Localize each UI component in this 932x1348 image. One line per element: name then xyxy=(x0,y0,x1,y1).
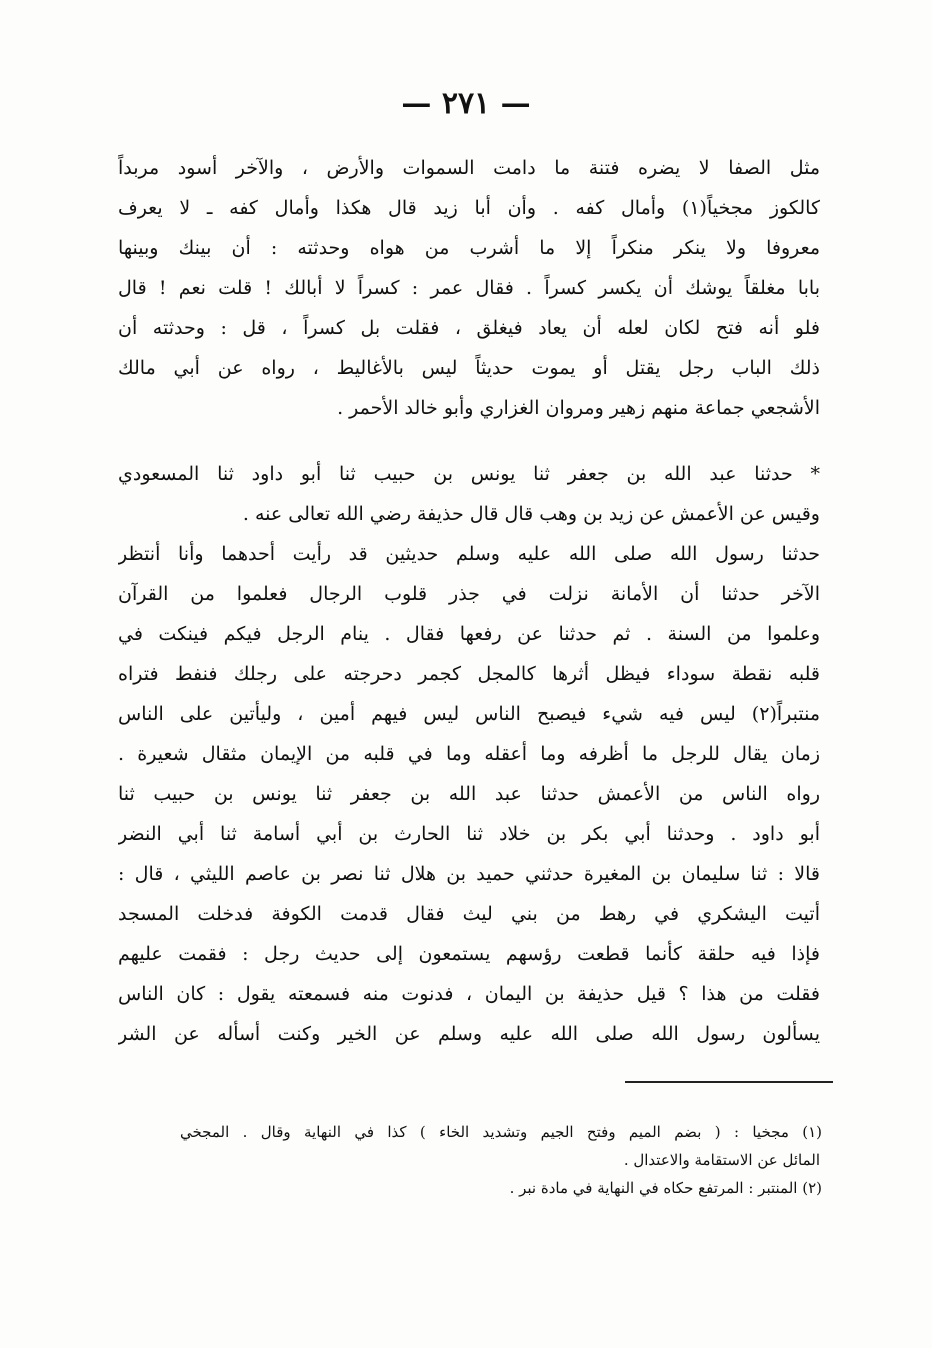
text-line: بابا مغلقاً يوشك أن يكسر كسراً . فقال عمر : كسراً لا أبالك ! قلت نعم ! قال xyxy=(118,277,820,299)
text-line: فلو أنه فتح لكان لعله أن يعاد فيغلق ، فقلت بل كسراً ، قل : وحدثته أن xyxy=(118,317,820,339)
text-line: فإذا فيه حلقة كأنما قطعت رؤسهم يستمعون إلى حديث رجل : فقمت عليهم xyxy=(118,943,820,965)
text-line: مثل الصفا لا يضره فتنة ما دامت السموات والأرض ، والآخر أسود مربداً xyxy=(118,157,820,179)
text-line: الأشجعي جماعة منهم زهير ومروان الغزاري وأبو خالد الأحمر . xyxy=(337,397,820,419)
text-line: فقلت من هذا ؟ قيل حذيفة بن اليمان ، فدنوت منه فسمعته يقول : كان الناس xyxy=(118,983,820,1005)
footnote-divider xyxy=(625,1081,833,1083)
text-line: وعلموا من السنة . ثم حدثنا عن رفعها فقال . ينام الرجل فيكم فينكت في xyxy=(118,623,820,645)
text-line: * حدثنا عبد الله بن جعفر ثنا يونس بن حبيب ثنا أبو داود ثنا المسعودي xyxy=(118,463,820,485)
text-line: رواه الناس من الأعمش حدثنا عبد الله بن جعفر ثنا يونس بن حبيب ثنا xyxy=(118,783,820,805)
text-line: قلبه نقطة سوداء فيظل أثرها كالمجل كجمر دحرجته على رجلك فنفط فتراه xyxy=(118,663,820,685)
text-line: أبو داود . وحدثنا أبي بكر بن خلاد ثنا الحارث بن أبي أسامة ثنا أبي النضر xyxy=(118,823,820,845)
text-line: وقيس عن الأعمش عن زيد بن وهب قال قال حذيفة رضي الله تعالى عنه . xyxy=(242,503,820,525)
footnote-line: (١) مجخيا : ( بضم الميم وفتح الجيم وتشديد الخاء ) كذا في النهاية وقال . المجخي xyxy=(180,1123,822,1141)
paragraph-2 xyxy=(118,454,820,1054)
text-line: قالا : ثنا سليمان بن المغيرة حدثني حميد بن هلال ثنا نصر بن عاصم الليثي ، قال : xyxy=(118,863,820,885)
text-line: كالكوز مجخياً(١) وأمال كفه . وأن أبا زيد قال هكذا وأمال كفه ـ لا يعرف xyxy=(118,197,820,219)
text-line: زمان يقال للرجل ما أظرفه وما أعقله وما في قلبه من الإيمان مثقال شعيرة . xyxy=(118,743,820,765)
text-line: معروفا ولا ينكر منكراً إلا ما أشرب من هواه وحدثته : أن بينك وبينها xyxy=(118,237,820,259)
text-line: الآخر حدثنا أن الأمانة نزلت في جذر قلوب الرجال فعلموا من القرآن xyxy=(118,583,820,605)
text-line: حدثنا رسول الله صلى الله عليه وسلم حديثين قد رأيت أحدهما وأنا أنتظر xyxy=(118,543,820,565)
text-line: منتبراً(٢) ليس فيه شيء فيصبح الناس ليس فيهم أمين ، وليأتين على الناس xyxy=(118,703,820,725)
page-number: — ٢٧١ — xyxy=(401,86,531,121)
text-line: ذلك الباب رجل يقتل أو يموت حديثاً ليس بالأغاليط ، رواه عن أبي مالك xyxy=(118,357,820,379)
footnotes xyxy=(180,1118,822,1202)
paragraph-1 xyxy=(118,148,820,428)
text-line: أتيت اليشكري في رهط من بني ليث فقال قدمت الكوفة فدخلت المسجد xyxy=(118,903,820,925)
footnote-line: (٢) المنتبر : المرتفع حكاه في النهاية في مادة نبر . xyxy=(509,1179,822,1197)
footnote-line: المائل عن الاستقامة والاعتدال . xyxy=(623,1151,820,1169)
text-line: يسألون رسول الله صلى الله عليه وسلم عن الخير وكنت أسأله عن الشر xyxy=(118,1023,820,1045)
